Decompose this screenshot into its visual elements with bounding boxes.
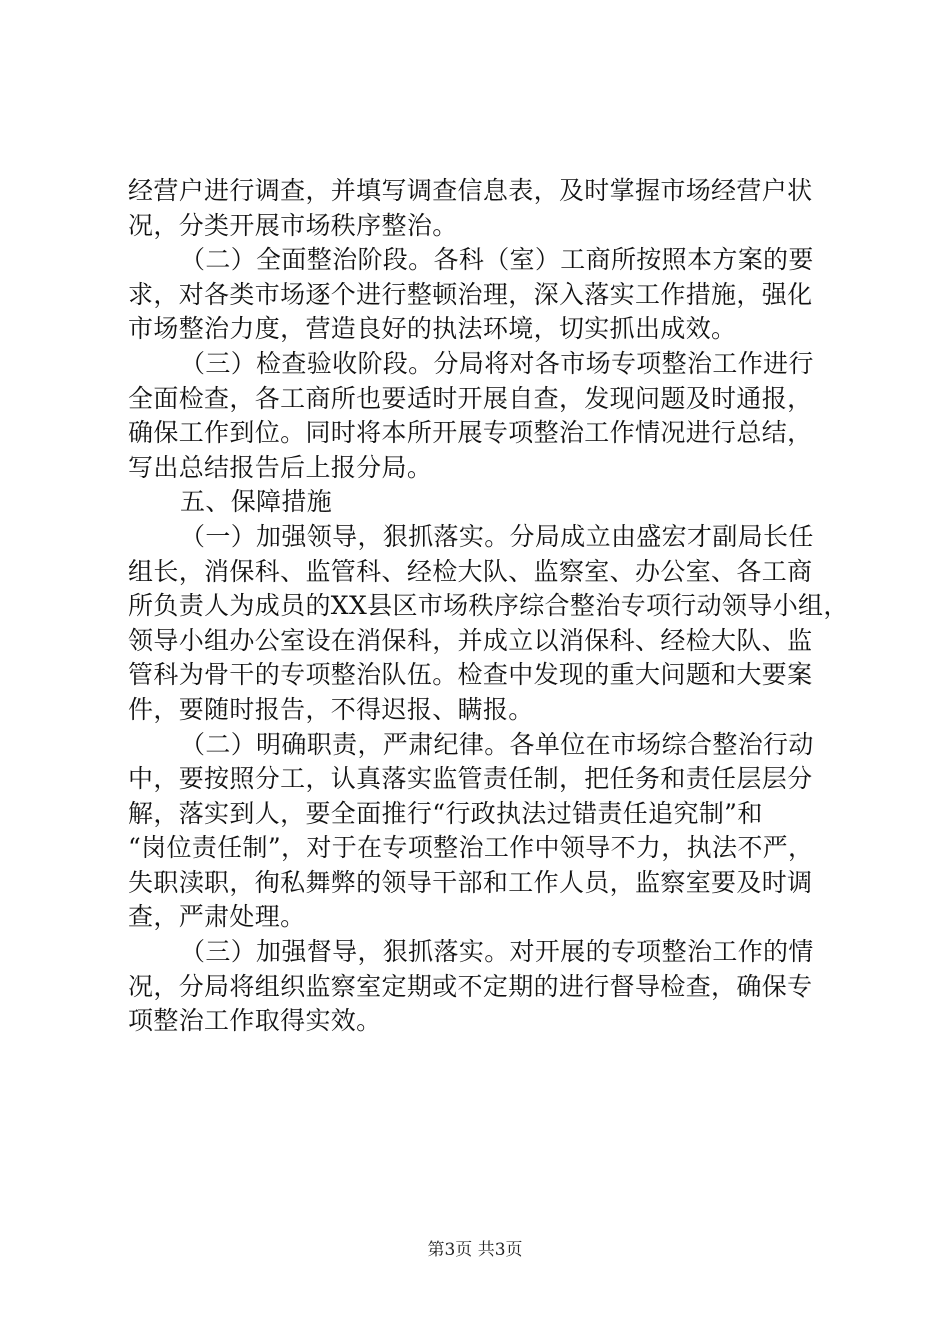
text-line: 组长，消保科、监管科、经检大队、监察室、办公室、各工商 <box>128 556 813 586</box>
text-line: 领导小组办公室设在消保科，并成立以消保科、经检大队、监 <box>128 625 813 655</box>
page-footer: 第3页 共3页 <box>427 1240 523 1260</box>
text-line: 所负责人为成员的XX县区市场秩序综合整治专项行动领导小组， <box>128 591 849 621</box>
text-line: 管科为骨干的专项整治队伍。检查中发现的重大问题和大要案 <box>128 660 813 690</box>
text-line: 全面检查，各工商所也要适时开展自查，发现问题及时通报， <box>128 383 813 413</box>
text-line: 五、保障措施 <box>180 487 333 517</box>
text-line: 解，落实到人，要全面推行“行政执法过错责任追究制”和 <box>128 798 763 828</box>
text-line: 失职渎职，徇私舞弊的领导干部和工作人员，监察室要及时调 <box>128 867 813 897</box>
text-line: （三）检查验收阶段。分局将对各市场专项整治工作进行 <box>180 348 814 378</box>
text-line: “岗位责任制”，对于在专项整治工作中领导不力，执法不严， <box>128 833 814 863</box>
text-line: （一）加强领导，狠抓落实。分局成立由盛宏才副局长任 <box>180 521 814 551</box>
text-line: 求，对各类市场逐个进行整顿治理，深入落实工作措施，强化 <box>128 279 813 309</box>
text-line: 确保工作到位。同时将本所开展专项整治工作情况进行总结， <box>128 418 813 448</box>
text-line: 查，严肃处理。 <box>128 902 306 932</box>
text-line: 市场整治力度，营造良好的执法环境，切实抓出成效。 <box>128 314 737 344</box>
text-line: 况，分类开展市场秩序整治。 <box>128 210 458 240</box>
text-line: （二）明确职责，严肃纪律。各单位在市场综合整治行动 <box>180 729 814 759</box>
text-line: （二）全面整治阶段。各科（室）工商所按照本方案的要 <box>180 245 814 275</box>
text-line: 项整治工作取得实效。 <box>128 1006 382 1036</box>
text-line: 中，要按照分工，认真落实监管责任制，把任务和责任层层分 <box>128 764 813 794</box>
text-line: 件，要随时报告，不得迟报、瞒报。 <box>128 694 534 724</box>
text-line: 写出总结报告后上报分局。 <box>128 452 433 482</box>
text-line: 况，分局将组织监察室定期或不定期的进行督导检查，确保专 <box>128 971 813 1001</box>
text-line: （三）加强督导，狠抓落实。对开展的专项整治工作的情 <box>180 937 814 967</box>
text-line: 经营户进行调查，并填写调查信息表，及时掌握市场经营户状 <box>128 176 813 205</box>
document-body <box>128 174 849 1039</box>
